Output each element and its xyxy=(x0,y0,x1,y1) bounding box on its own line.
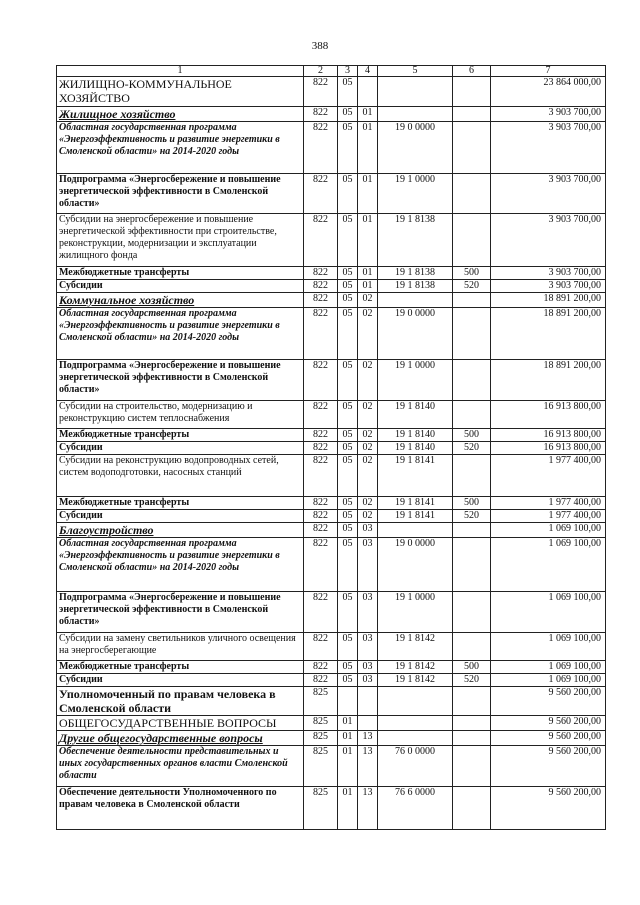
target-article-cell xyxy=(378,523,453,538)
table-row xyxy=(57,731,606,746)
table-row xyxy=(57,429,606,442)
code-cell: 822 xyxy=(304,538,338,592)
subsection-cell: 02 xyxy=(358,308,378,360)
amount-cell: 3 903 700,00 xyxy=(491,122,606,174)
code-cell: 822 xyxy=(304,174,338,214)
table-row xyxy=(57,746,606,787)
table-row xyxy=(57,455,606,497)
amount-cell: 16 913 800,00 xyxy=(491,429,606,442)
row-name-cell: Субсидии xyxy=(57,674,304,687)
amount-cell: 1 069 100,00 xyxy=(491,661,606,674)
target-article-cell: 19 1 8138 xyxy=(378,280,453,293)
expense-type-cell xyxy=(453,538,491,592)
table-row xyxy=(57,633,606,661)
code-cell: 822 xyxy=(304,107,338,122)
row-name-cell: Обеспечение деятельности представительных и иных государственных органов власти Смоленской области xyxy=(57,746,304,787)
amount-cell: 3 903 700,00 xyxy=(491,267,606,280)
target-article-cell: 19 1 8142 xyxy=(378,661,453,674)
section-cell: 01 xyxy=(338,731,358,746)
expense-type-cell xyxy=(453,401,491,429)
row-name-cell: ОБЩЕГОСУДАРСТВЕННЫЕ ВОПРОСЫ xyxy=(57,716,304,731)
code-cell: 822 xyxy=(304,497,338,510)
expense-type-cell xyxy=(453,592,491,633)
table-row xyxy=(57,442,606,455)
expense-type-cell: 520 xyxy=(453,510,491,523)
code-cell: 822 xyxy=(304,592,338,633)
amount-cell: 3 903 700,00 xyxy=(491,214,606,267)
section-cell: 01 xyxy=(338,787,358,830)
code-cell: 822 xyxy=(304,308,338,360)
row-name-cell: Обеспечение деятельности Уполномоченного по правам человека в Смоленской области xyxy=(57,787,304,830)
code-cell: 822 xyxy=(304,455,338,497)
expense-type-cell: 520 xyxy=(453,442,491,455)
table-row xyxy=(57,661,606,674)
code-cell: 822 xyxy=(304,401,338,429)
amount-cell: 3 903 700,00 xyxy=(491,280,606,293)
target-article-cell: 19 1 8140 xyxy=(378,442,453,455)
subsection-cell xyxy=(358,77,378,107)
target-article-cell xyxy=(378,293,453,308)
section-cell: 05 xyxy=(338,77,358,107)
target-article-cell xyxy=(378,107,453,122)
table-row xyxy=(57,174,606,214)
row-name-cell: ЖИЛИЩНО-КОММУНАЛЬНОЕ ХОЗЯЙСТВО xyxy=(57,77,304,107)
row-name-cell: Областная государственная программа «Энергоэффективность и развитие энергетики в Смоленской области» на 2014-2020 годы xyxy=(57,538,304,592)
expense-type-cell xyxy=(453,214,491,267)
target-article-cell xyxy=(378,77,453,107)
expense-type-cell: 500 xyxy=(453,429,491,442)
target-article-cell: 19 1 8140 xyxy=(378,429,453,442)
amount-cell: 23 864 000,00 xyxy=(491,77,606,107)
subsection-cell: 01 xyxy=(358,280,378,293)
expense-type-cell xyxy=(453,746,491,787)
target-article-cell: 76 0 0000 xyxy=(378,746,453,787)
amount-cell: 1 069 100,00 xyxy=(491,674,606,687)
section-cell: 05 xyxy=(338,122,358,174)
code-cell: 822 xyxy=(304,280,338,293)
row-name-cell: Субсидии на реконструкцию водопроводных сетей, систем водоподготовки, насосных станций xyxy=(57,455,304,497)
amount-cell: 16 913 800,00 xyxy=(491,442,606,455)
code-cell: 822 xyxy=(304,633,338,661)
amount-cell: 18 891 200,00 xyxy=(491,360,606,401)
header-cell: 7 xyxy=(491,66,606,77)
expense-type-cell: 520 xyxy=(453,674,491,687)
expense-type-cell xyxy=(453,174,491,214)
code-cell: 825 xyxy=(304,787,338,830)
table-row xyxy=(57,267,606,280)
amount-cell: 1 977 400,00 xyxy=(491,497,606,510)
target-article-cell: 19 1 0000 xyxy=(378,592,453,633)
row-name-cell: Субсидии на энергосбережение и повышение энергетической эффективности при строительстве, реконструкции, модернизации и эксплуатации жилищного фонда xyxy=(57,214,304,267)
section-cell: 05 xyxy=(338,401,358,429)
budget-table xyxy=(56,65,606,830)
code-cell: 822 xyxy=(304,267,338,280)
target-article-cell: 19 0 0000 xyxy=(378,122,453,174)
table-row xyxy=(57,360,606,401)
row-name-cell: Межбюджетные трансферты xyxy=(57,429,304,442)
target-article-cell xyxy=(378,731,453,746)
table-row xyxy=(57,510,606,523)
amount-cell: 1 069 100,00 xyxy=(491,633,606,661)
subsection-cell: 01 xyxy=(358,122,378,174)
row-name-cell: Подпрограмма «Энергосбережение и повышение энергетической эффективности в Смоленской области» xyxy=(57,592,304,633)
subsection-cell: 02 xyxy=(358,429,378,442)
expense-type-cell xyxy=(453,633,491,661)
section-cell: 05 xyxy=(338,674,358,687)
table-row xyxy=(57,401,606,429)
subsection-cell: 01 xyxy=(358,107,378,122)
code-cell: 822 xyxy=(304,77,338,107)
section-cell xyxy=(338,687,358,716)
expense-type-cell xyxy=(453,122,491,174)
target-article-cell: 19 1 8138 xyxy=(378,214,453,267)
code-cell: 822 xyxy=(304,293,338,308)
target-article-cell: 19 0 0000 xyxy=(378,538,453,592)
amount-cell: 9 560 200,00 xyxy=(491,746,606,787)
table-row xyxy=(57,214,606,267)
section-cell: 05 xyxy=(338,107,358,122)
target-article-cell: 19 1 8142 xyxy=(378,674,453,687)
section-cell: 05 xyxy=(338,538,358,592)
amount-cell: 9 560 200,00 xyxy=(491,687,606,716)
amount-cell: 16 913 800,00 xyxy=(491,401,606,429)
header-cell: 6 xyxy=(453,66,491,77)
table-row xyxy=(57,523,606,538)
subsection-cell: 02 xyxy=(358,401,378,429)
expense-type-cell xyxy=(453,523,491,538)
row-name-cell: Субсидии xyxy=(57,510,304,523)
subsection-cell: 03 xyxy=(358,661,378,674)
target-article-cell xyxy=(378,687,453,716)
amount-cell: 3 903 700,00 xyxy=(491,107,606,122)
row-name-cell: Подпрограмма «Энергосбережение и повышение энергетической эффективности в Смоленской области» xyxy=(57,360,304,401)
code-cell: 822 xyxy=(304,523,338,538)
section-cell: 05 xyxy=(338,293,358,308)
subsection-cell: 13 xyxy=(358,731,378,746)
table-row xyxy=(57,293,606,308)
row-name-cell: Областная государственная программа «Энергоэффективность и развитие энергетики в Смоленской области» на 2014-2020 годы xyxy=(57,308,304,360)
section-cell: 05 xyxy=(338,360,358,401)
target-article-cell xyxy=(378,716,453,731)
target-article-cell: 19 1 8142 xyxy=(378,633,453,661)
subsection-cell: 03 xyxy=(358,523,378,538)
code-cell: 825 xyxy=(304,716,338,731)
section-cell: 05 xyxy=(338,633,358,661)
amount-cell: 1 069 100,00 xyxy=(491,523,606,538)
table-row xyxy=(57,674,606,687)
subsection-cell: 02 xyxy=(358,497,378,510)
expense-type-cell xyxy=(453,716,491,731)
subsection-cell: 13 xyxy=(358,746,378,787)
target-article-cell: 19 1 8141 xyxy=(378,510,453,523)
amount-cell: 18 891 200,00 xyxy=(491,293,606,308)
expense-type-cell: 520 xyxy=(453,280,491,293)
code-cell: 822 xyxy=(304,674,338,687)
amount-cell: 9 560 200,00 xyxy=(491,716,606,731)
table-row xyxy=(57,716,606,731)
row-name-cell: Субсидии на строительство, модернизацию и реконструкцию систем теплоснабжения xyxy=(57,401,304,429)
subsection-cell: 03 xyxy=(358,592,378,633)
subsection-cell xyxy=(358,716,378,731)
code-cell: 822 xyxy=(304,122,338,174)
section-cell: 05 xyxy=(338,510,358,523)
section-cell: 01 xyxy=(338,716,358,731)
target-article-cell: 19 1 8141 xyxy=(378,455,453,497)
expense-type-cell xyxy=(453,308,491,360)
header-cell: 2 xyxy=(304,66,338,77)
row-name-cell: Субсидии на замену светильников уличного освещения на энергосберегающие xyxy=(57,633,304,661)
code-cell: 822 xyxy=(304,510,338,523)
row-name-cell: Субсидии xyxy=(57,442,304,455)
section-cell: 05 xyxy=(338,280,358,293)
header-row xyxy=(57,66,606,77)
table-row xyxy=(57,687,606,716)
section-cell: 05 xyxy=(338,174,358,214)
table-row xyxy=(57,280,606,293)
amount-cell: 1 069 100,00 xyxy=(491,538,606,592)
table-row xyxy=(57,497,606,510)
row-name-cell: Межбюджетные трансферты xyxy=(57,661,304,674)
subsection-cell: 02 xyxy=(358,360,378,401)
code-cell: 825 xyxy=(304,746,338,787)
code-cell: 822 xyxy=(304,360,338,401)
amount-cell: 1 977 400,00 xyxy=(491,510,606,523)
target-article-cell: 19 0 0000 xyxy=(378,308,453,360)
target-article-cell: 19 1 8138 xyxy=(378,267,453,280)
row-name-cell: Областная государственная программа «Энергоэффективность и развитие энергетики в Смоленской области» на 2014-2020 годы xyxy=(57,122,304,174)
code-cell: 822 xyxy=(304,429,338,442)
target-article-cell: 19 1 8141 xyxy=(378,497,453,510)
table-row xyxy=(57,107,606,122)
expense-type-cell xyxy=(453,687,491,716)
row-name-cell: Коммунальное хозяйство xyxy=(57,293,304,308)
subsection-cell: 03 xyxy=(358,538,378,592)
subsection-cell: 03 xyxy=(358,674,378,687)
subsection-cell: 02 xyxy=(358,442,378,455)
amount-cell: 3 903 700,00 xyxy=(491,174,606,214)
code-cell: 822 xyxy=(304,661,338,674)
section-cell: 05 xyxy=(338,497,358,510)
section-cell: 05 xyxy=(338,429,358,442)
row-name-cell: Уполномоченный по правам человека в Смоленской области xyxy=(57,687,304,716)
code-cell: 825 xyxy=(304,731,338,746)
row-name-cell: Межбюджетные трансферты xyxy=(57,497,304,510)
amount-cell: 1 977 400,00 xyxy=(491,455,606,497)
row-name-cell: Другие общегосударственные вопросы xyxy=(57,731,304,746)
target-article-cell: 19 1 0000 xyxy=(378,360,453,401)
subsection-cell: 01 xyxy=(358,267,378,280)
expense-type-cell xyxy=(453,293,491,308)
section-cell: 05 xyxy=(338,308,358,360)
row-name-cell: Благоустройство xyxy=(57,523,304,538)
table-row xyxy=(57,538,606,592)
table-row xyxy=(57,77,606,107)
header-cell: 1 xyxy=(57,66,304,77)
section-cell: 05 xyxy=(338,592,358,633)
section-cell: 05 xyxy=(338,442,358,455)
row-name-cell: Межбюджетные трансферты xyxy=(57,267,304,280)
code-cell: 822 xyxy=(304,214,338,267)
subsection-cell xyxy=(358,687,378,716)
row-name-cell: Субсидии xyxy=(57,280,304,293)
expense-type-cell xyxy=(453,731,491,746)
table-row xyxy=(57,787,606,830)
table-row xyxy=(57,592,606,633)
section-cell: 05 xyxy=(338,661,358,674)
amount-cell: 18 891 200,00 xyxy=(491,308,606,360)
header-cell: 4 xyxy=(358,66,378,77)
amount-cell: 9 560 200,00 xyxy=(491,731,606,746)
subsection-cell: 02 xyxy=(358,455,378,497)
section-cell: 01 xyxy=(338,746,358,787)
target-article-cell: 19 1 0000 xyxy=(378,174,453,214)
target-article-cell: 19 1 8140 xyxy=(378,401,453,429)
expense-type-cell xyxy=(453,77,491,107)
subsection-cell: 01 xyxy=(358,214,378,267)
page-number: 388 xyxy=(311,40,329,52)
expense-type-cell xyxy=(453,107,491,122)
amount-cell: 9 560 200,00 xyxy=(491,787,606,830)
subsection-cell: 01 xyxy=(358,174,378,214)
subsection-cell: 13 xyxy=(358,787,378,830)
expense-type-cell xyxy=(453,455,491,497)
table-row xyxy=(57,122,606,174)
expense-type-cell xyxy=(453,787,491,830)
subsection-cell: 02 xyxy=(358,510,378,523)
code-cell: 822 xyxy=(304,442,338,455)
expense-type-cell xyxy=(453,360,491,401)
target-article-cell: 76 6 0000 xyxy=(378,787,453,830)
table-row xyxy=(57,308,606,360)
row-name-cell: Жилищное хозяйство xyxy=(57,107,304,122)
expense-type-cell: 500 xyxy=(453,661,491,674)
row-name-cell: Подпрограмма «Энергосбережение и повышение энергетической эффективности в Смоленской области» xyxy=(57,174,304,214)
code-cell: 825 xyxy=(304,687,338,716)
expense-type-cell: 500 xyxy=(453,497,491,510)
section-cell: 05 xyxy=(338,523,358,538)
amount-cell: 1 069 100,00 xyxy=(491,592,606,633)
section-cell: 05 xyxy=(338,214,358,267)
subsection-cell: 02 xyxy=(358,293,378,308)
header-cell: 5 xyxy=(378,66,453,77)
section-cell: 05 xyxy=(338,267,358,280)
expense-type-cell: 500 xyxy=(453,267,491,280)
header-cell: 3 xyxy=(338,66,358,77)
subsection-cell: 03 xyxy=(358,633,378,661)
section-cell: 05 xyxy=(338,455,358,497)
